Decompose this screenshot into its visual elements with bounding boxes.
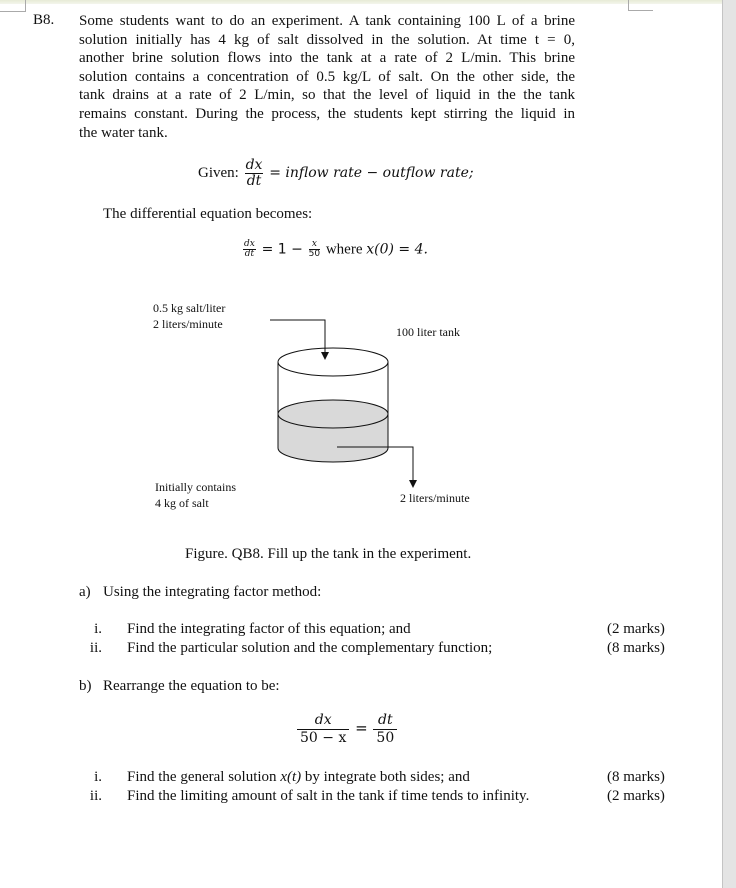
tank-diagram [260, 310, 440, 490]
part-a-label: a) [79, 584, 91, 600]
paragraph-line: another brine solution flows into the tank at a rate of 2 L/min. This brine [79, 50, 575, 67]
de-where: where [325, 241, 363, 258]
equals-sign: = [355, 718, 368, 737]
paragraph-line: Some students want to do an experiment. A tank containing 100 L of a brine [79, 13, 575, 29]
de-intro: The differential equation becomes: [103, 206, 313, 222]
outflow-label: 2 liters/minute [400, 491, 470, 505]
part-b-item-2-marks: (2 marks) [607, 788, 665, 804]
paragraph-line: tank drains at a rate of 2 L/min, so that the level of liquid in the the tank [79, 87, 575, 104]
window-edge-scrollbar[interactable] [722, 0, 736, 888]
part-a-text: Using the integrating factor method: [103, 584, 322, 600]
part-a-item-1-marks: (2 marks) [607, 621, 665, 637]
outflow-arrowhead [409, 480, 417, 488]
derivative-fraction: $\frac{dx}{dt}$ [244, 239, 255, 260]
derivative-fraction: $\frac{dx}{dt}$ [245, 157, 263, 189]
given-equation [198, 158, 474, 189]
tank-top [278, 348, 388, 376]
initial-condition: x(0) = 4. [366, 241, 428, 258]
part-b-item-2-numeral: ii. [89, 788, 102, 804]
part-b-item-1-numeral: i. [94, 769, 102, 785]
part-a-item-1-text: Find the integrating factor of this equation; and [127, 621, 411, 637]
part-a-item-2-marks: (8 marks) [607, 640, 665, 656]
liquid-surface [278, 400, 388, 428]
question-paragraph [79, 12, 575, 142]
differential-equation [241, 240, 428, 260]
x-over-50-fraction: $\frac{x}{50}$ [308, 239, 321, 260]
part-a-item-2-text: Find the particular solution and the complementary function; [127, 640, 493, 656]
part-a-item-2-numeral: ii. [89, 640, 102, 656]
lhs-fraction: $\frac{dx}{50 - x}$ [297, 712, 349, 747]
given-prefix: Given: [198, 164, 239, 181]
paragraph-line: remains constant. During the process, the students kept stirring the liquid in [79, 105, 575, 122]
part-b-label: b) [79, 678, 92, 694]
part-b-text: Rearrange the equation to be: [103, 678, 280, 694]
paragraph-line: solution contains a concentration of 0.5 kg/L of salt. On the other side, the [79, 68, 575, 85]
part-b-item-1-text: Find the general solution x(t) by integrate both sides; and [127, 769, 470, 785]
tank-capacity-label: 100 liter tank [396, 325, 460, 339]
paragraph-line: solution initially has 4 kg of salt dissolved in the solution. At time t = 0, [79, 31, 575, 48]
rearranged-equation [295, 712, 399, 747]
initial-salt-label: Initially contains 4 kg of salt [155, 480, 236, 510]
part-b-item-1-marks: (8 marks) [607, 769, 665, 785]
inflow-label: 0.5 kg salt/liter 2 liters/minute [153, 301, 226, 331]
paragraph-line: the water tank. [79, 124, 168, 141]
crop-mark-top-left [0, 0, 26, 12]
crop-mark-top-right [628, 0, 653, 11]
de-middle: = 1 − [261, 241, 303, 258]
part-a-item-1-numeral: i. [94, 621, 102, 637]
given-rhs: = inflow rate − outflow rate; [269, 164, 474, 181]
question-number: B8. [33, 12, 55, 28]
figure-caption: Figure. QB8. Fill up the tank in the experiment. [185, 546, 472, 562]
ruler-bar [0, 0, 736, 4]
inflow-arrowhead [321, 352, 329, 360]
part-b-item-2-text: Find the limiting amount of salt in the tank if time tends to infinity. [127, 788, 530, 804]
rhs-fraction: $\frac{dt}{50}$ [373, 712, 397, 747]
